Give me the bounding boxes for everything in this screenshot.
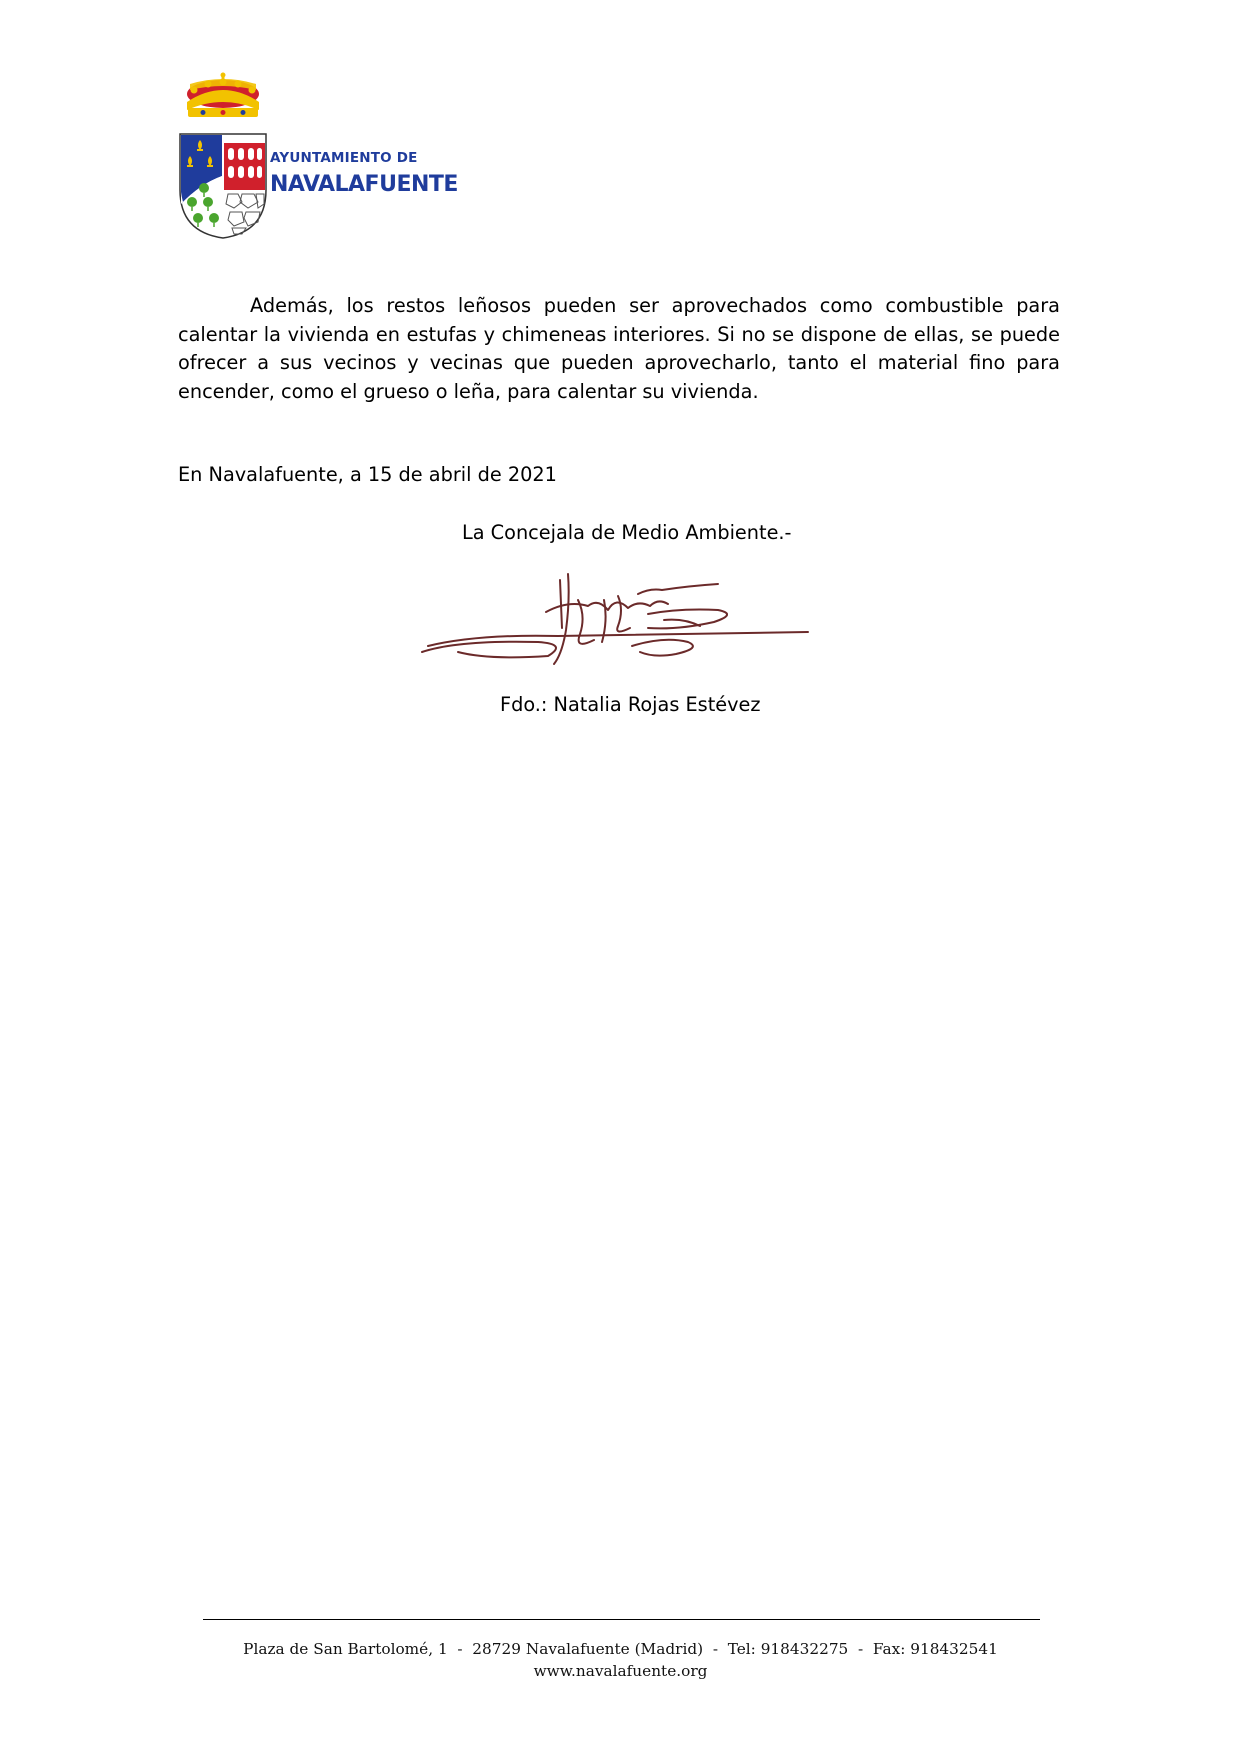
body-paragraph: Además, los restos leñosos pueden ser aprovechados como combustible para calentar la vivienda en estufas y chimeneas interiores. Si no se dispone de ellas, se puede ofrecer a sus vecinos y vecinas que pueden aprovecharlo, tanto el material fino para encender, como el grueso o leña, para calentar su vivienda.	[178, 294, 1060, 404]
dateline: En Navalafuente, a 15 de abril de 2021	[178, 463, 557, 486]
logo-line-ayuntamiento: AYUNTAMIENTO DE	[270, 150, 418, 166]
coat-of-arms-icon	[178, 72, 268, 240]
shield-icon	[180, 134, 266, 238]
footer-website: www.navalafuente.org	[533, 1662, 708, 1680]
signer-title: La Concejala de Medio Ambiente.-	[462, 521, 792, 544]
footer-divider	[203, 1619, 1040, 1620]
logo-wordmark	[270, 152, 458, 196]
municipal-logo	[178, 72, 458, 240]
signer-name: Fdo.: Natalia Rojas Estévez	[500, 693, 761, 716]
handwritten-signature	[418, 570, 818, 670]
logo-line-navalafuente: NAVALAFUENTE	[270, 171, 458, 197]
footer-address: Plaza de San Bartolomé, 1 - 28729 Navalafuente (Madrid) - Tel: 918432275 - Fax: 918432541	[243, 1640, 998, 1658]
crown-icon	[187, 73, 259, 118]
